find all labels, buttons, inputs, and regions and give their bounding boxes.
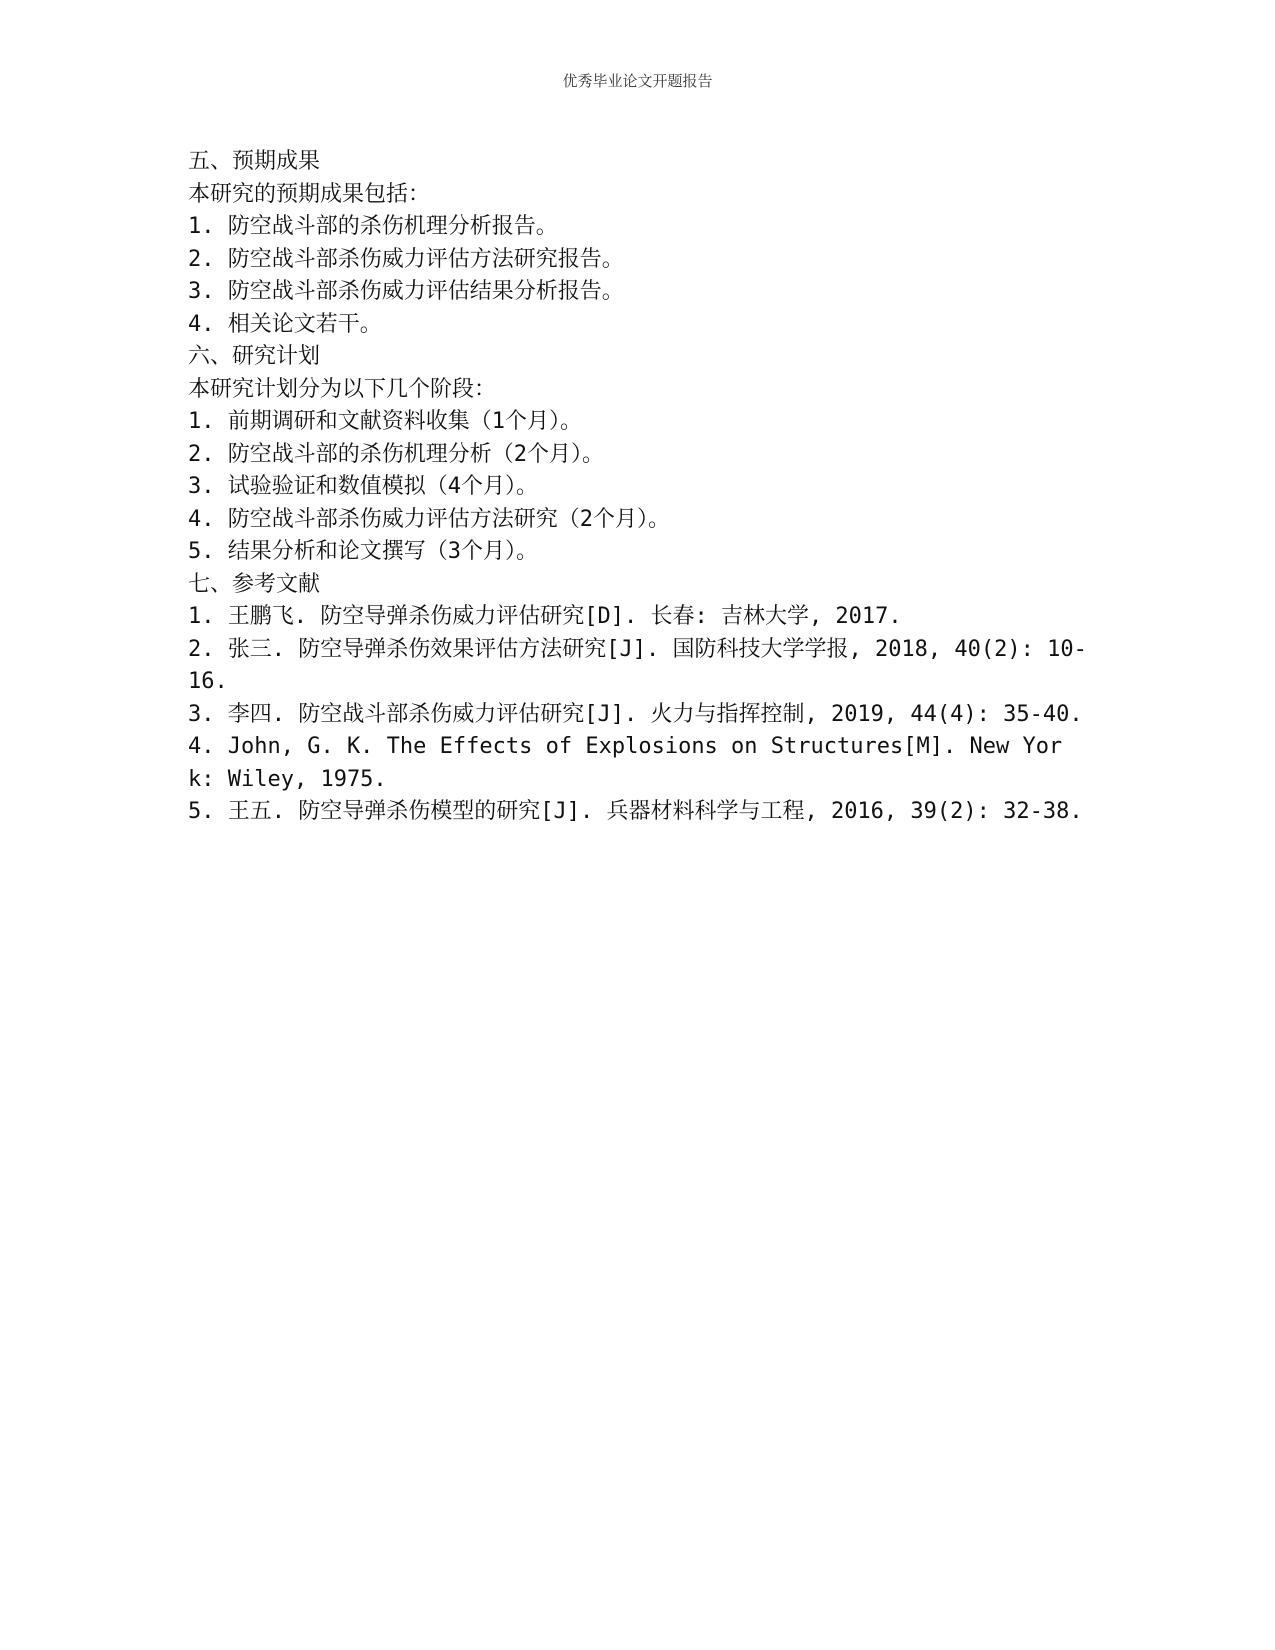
reference-item: 3. 李四. 防空战斗部杀伤威力评估研究[J]. 火力与指挥控制, 2019, 44(4): 35-40. xyxy=(188,701,1083,727)
page-header-title: 优秀毕业论文开题报告 xyxy=(562,72,713,90)
expected-results-item: 4. 相关论文若干。 xyxy=(188,311,382,337)
expected-results-item: 1. 防空战斗部的杀伤机理分析报告。 xyxy=(188,214,558,239)
research-plan-item: 2. 防空战斗部的杀伤机理分析（2个月）。 xyxy=(188,441,604,467)
section-heading-expected-results: 五、预期成果 xyxy=(188,149,321,174)
research-plan-item: 5. 结果分析和论文撰写（3个月）。 xyxy=(188,539,538,564)
reference-item: 4. John, G. K. The Effects of Explosions on Structures[M]. New York: Wiley, 1975. xyxy=(188,734,1063,792)
reference-item: 5. 王五. 防空导弹杀伤模型的研究[J]. 兵器材料科学与工程, 2016, 39(2): 32-38. xyxy=(188,799,1083,824)
research-plan-item: 4. 防空战斗部杀伤威力评估方法研究（2个月）。 xyxy=(188,506,670,532)
research-plan-intro: 本研究计划分为以下几个阶段： xyxy=(188,376,497,402)
expected-results-item: 2. 防空战斗部杀伤威力评估方法研究报告。 xyxy=(188,246,624,272)
research-plan-item: 1. 前期调研和文献资料收集（1个月）。 xyxy=(188,409,582,434)
document-body xyxy=(188,146,1088,829)
section-heading-references: 七、参考文献 xyxy=(188,571,321,597)
reference-item: 2. 张三. 防空导弹杀伤效果评估方法研究[J]. 国防科技大学学报, 2018, 40(2): 10-16. xyxy=(188,636,1087,694)
expected-results-item: 3. 防空战斗部杀伤威力评估结果分析报告。 xyxy=(188,279,624,304)
research-plan-item: 3. 试验验证和数值模拟（4个月）。 xyxy=(188,474,538,499)
reference-item: 1. 王鹏飞. 防空导弹杀伤威力评估研究[D]. 长春: 吉林大学, 2017. xyxy=(188,604,902,629)
section-heading-research-plan: 六、研究计划 xyxy=(188,344,321,369)
expected-results-intro: 本研究的预期成果包括： xyxy=(188,181,431,207)
